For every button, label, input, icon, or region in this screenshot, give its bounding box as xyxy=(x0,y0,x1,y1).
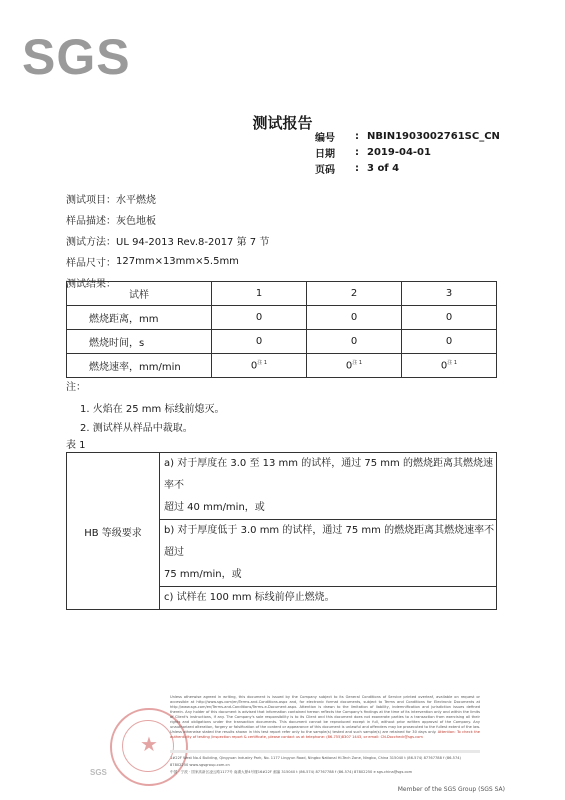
report-meta xyxy=(315,128,500,176)
meta-row: 编号 : NBIN1903002761SC_CN xyxy=(315,130,500,144)
sgs-logo: SGS xyxy=(22,29,131,85)
info-line: 样品描述： 灰色地板 xyxy=(66,216,156,227)
table-cell: 0 xyxy=(402,306,497,330)
footer-logo: SGS xyxy=(90,768,107,777)
footnote-mark: 注 1 xyxy=(257,360,268,367)
meta-value: 3 of 4 xyxy=(367,162,400,174)
footer-attention: Attention: To check the authenticity of testing /inspection report & certificate, please contact us at telephone: (86-755)8307 1443, or email: CN.Doccheck@sgs.com xyxy=(170,730,480,739)
table-cell: 0 xyxy=(212,306,307,330)
table-header-cell: 试样 xyxy=(67,282,212,306)
hb-label: HB 等级要求 xyxy=(67,453,160,610)
meta-label: 编号 xyxy=(315,132,335,144)
meta-label: 页码 xyxy=(315,164,335,176)
criterion-b: b) 对于厚度低于 3.0 mm 的试样，通过 75 mm 的燃烧距离其燃烧速率不超过 75 mm/min，或 xyxy=(160,519,496,586)
meta-value: 2019-04-01 xyxy=(367,146,431,158)
meta-value: NBIN1903002761SC_CN xyxy=(367,130,500,142)
info-line: 测试方法： UL 94-2013 Rev.8-2017 第 7 节 xyxy=(66,237,270,248)
results-table xyxy=(66,281,497,378)
table-header-cell: 1 xyxy=(212,282,307,306)
table-cell: $0^{注 1}$ xyxy=(212,354,307,378)
note-item: 1. 火焰在 25 mm 标线前熄灭。 xyxy=(80,404,225,415)
info-line: 测试项目： 水平燃烧 xyxy=(66,195,156,206)
table-cell: 0 xyxy=(307,330,402,354)
info-line: 样品尺寸： 127mm×13mm×5.5mm xyxy=(66,256,239,269)
report-title: 测试报告 xyxy=(252,114,313,132)
footer-address: 1#22F West No.4 Building, Qingyuan Industry Park, No. 1177 Lingyun Road, Ningbo National Hi-Tech Zone, Ningbo, China 315040 t (86-574) 87767788 f (86-574) 87802250 www.sgsgroup.com.cn 中国 · 宁波 · 国家高新区凌云路1177号 南湖大厦4号楼16#22F 邮编 315040 t (86-574) 87767788 f (86-574) 87802250 e sgs.china@sgs.com xyxy=(170,756,461,774)
row-label: 燃烧时间，s xyxy=(67,330,212,354)
criterion-c: c) 试样在 100 mm 标线前停止燃烧。 xyxy=(160,586,496,609)
table-row xyxy=(67,330,497,354)
table-row xyxy=(67,354,497,378)
table-cell: $0^{注 1}$ xyxy=(307,354,402,378)
criterion-a: a) 对于厚度在 3.0 至 13 mm 的试样，通过 75 mm 的燃烧距离其燃烧速率不 超过 40 mm/min，或 xyxy=(164,458,493,513)
footer-disclaimer: Unless otherwise agreed in writing, this document is issued by the Company subject to its General Conditions of Service printed overleaf, available on request or accessible at http://www.sgs.com/en/Terms-and-Conditions.aspx and, for electronic format documents, subject to Terms and Conditions for Electronic Documents at http://www.sgs.com/en/Terms-and-Conditions/Terms-e-Document.aspx. Attention is drawn to the limitation of liability, indemnification and jurisdiction issues defined therein. Any holder of this document is advised that information contained hereon reflects the Company's findings at the time of its intervention only and within the limits of Client's instructions, if any. The Company's sole responsibility is to its Client and this document does not exonerate parties to a transaction from exercising all their rights and obligations under the transaction documents. This document cannot be reproduced except in full, without prior written approval of the Company. Any unauthorized alteration, forgery or falsification of the content or appearance of this document is unlawful and offenders may be prosecuted to the fullest extent of the law. Unless otherwise stated the results shown in this test report refer only to the sample(s) tested and such sample(s) are retained for 30 days only. Attention: To check the authenticity of testing /inspection report & certificate, please contact us at telephone: (86-755)8307 1443, or email: CN.Doccheck@sgs.com xyxy=(170,695,480,739)
table-row xyxy=(67,306,497,330)
table-row xyxy=(67,453,497,610)
note-item: 2. 测试样从样品中裁取。 xyxy=(80,423,193,434)
footnote-mark: 注 1 xyxy=(447,360,458,367)
table-header-cell: 3 xyxy=(402,282,497,306)
meta-label: 日期 xyxy=(315,148,335,160)
table-cell: $0^{注 1}$ xyxy=(402,354,497,378)
table-cell: 0 xyxy=(212,330,307,354)
star-icon: ★ xyxy=(140,732,158,756)
table-cell: 0 xyxy=(402,330,497,354)
hb-criteria-cell xyxy=(160,453,497,610)
footer-divider xyxy=(170,750,480,753)
member-statement: Member of the SGS Group (SGS SA) xyxy=(397,786,505,793)
table-cell: 0 xyxy=(307,306,402,330)
row-label: 燃烧速率，mm/min xyxy=(67,354,212,378)
test-info xyxy=(66,188,269,293)
info-line: 测试结果： xyxy=(66,279,116,290)
table-header-row xyxy=(67,282,497,306)
meta-row: 日期 : 2019-04-01 xyxy=(315,146,431,160)
row-label: 燃烧距离，mm xyxy=(67,306,212,330)
table-header-cell: 2 xyxy=(307,282,402,306)
notes-label: 注： xyxy=(66,382,86,393)
meta-row: 页码 : 3 of 4 xyxy=(315,162,400,176)
table2-label: 表 1 xyxy=(66,440,86,451)
footnote-mark: 注 1 xyxy=(352,360,363,367)
hb-requirements-table xyxy=(66,452,497,610)
